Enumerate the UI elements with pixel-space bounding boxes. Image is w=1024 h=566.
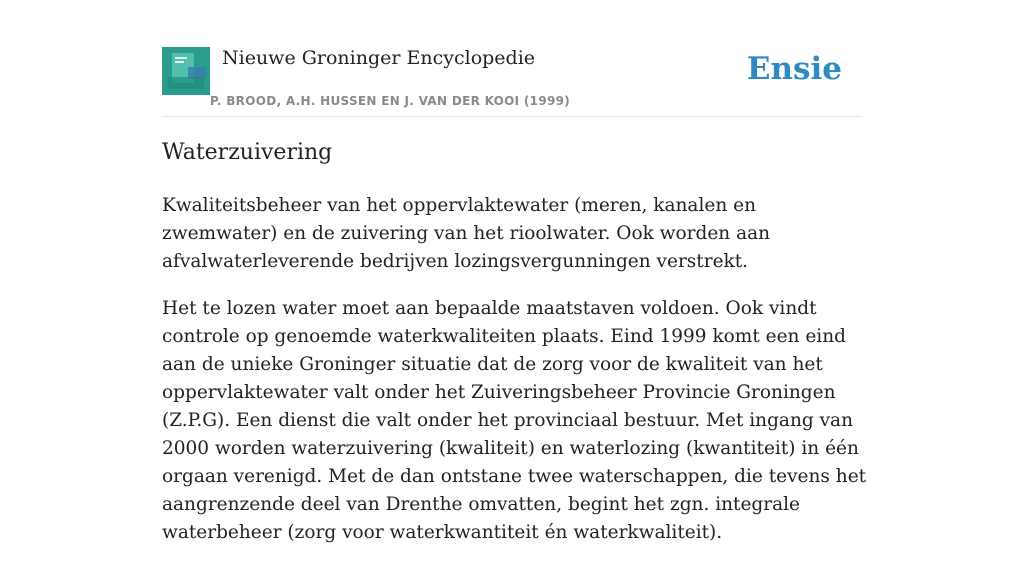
- ensie-logo[interactable]: Ensie: [746, 51, 842, 87]
- book-cover-icon[interactable]: [162, 47, 210, 95]
- article-paragraph: Kwaliteitsbeheer van het oppervlaktewater (meren, kanalen en zwemwater) en de zuivering van het rioolwater. Ook worden aan afvalwaterleverende bedrijven lozingsvergunningen verstrekt.: [162, 195, 771, 272]
- article-paragraph: Het te lozen water moet aan bepaalde maatstaven voldoen. Ook vindt controle op genoemde waterkwaliteiten plaats. Eind 1999 komt een eind aan de unieke Groninger situatie dat de zorg voor de kwaliteit van het oppervlaktewater valt onder het Zuiveringsbeheer Provincie Groningen (Z.P.G). Een dienst die valt onder het provinciaal bestuur. Met ingang van 2000 worden waterzuivering (kwaliteit) en waterlozing (kwantiteit) in één orgaan verenigd. Met de dan ontstane twee waterschappen, die tevens het aangrenzende deel van Drenthe omvatten, begint het zgn. integrale waterbeheer (zorg voor waterkwantiteit én waterkwaliteit).: [162, 298, 867, 543]
- book-authors: P. BROOD, A.H. HUSSEN EN J. VAN DER KOOI (1999): [210, 94, 571, 108]
- article-body: [162, 192, 872, 566]
- header: [162, 46, 862, 117]
- article-title: Waterzuivering: [162, 140, 333, 165]
- book-cover-icon-graphic: [162, 47, 210, 95]
- book-title[interactable]: Nieuwe Groninger Encyclopedie: [222, 47, 536, 69]
